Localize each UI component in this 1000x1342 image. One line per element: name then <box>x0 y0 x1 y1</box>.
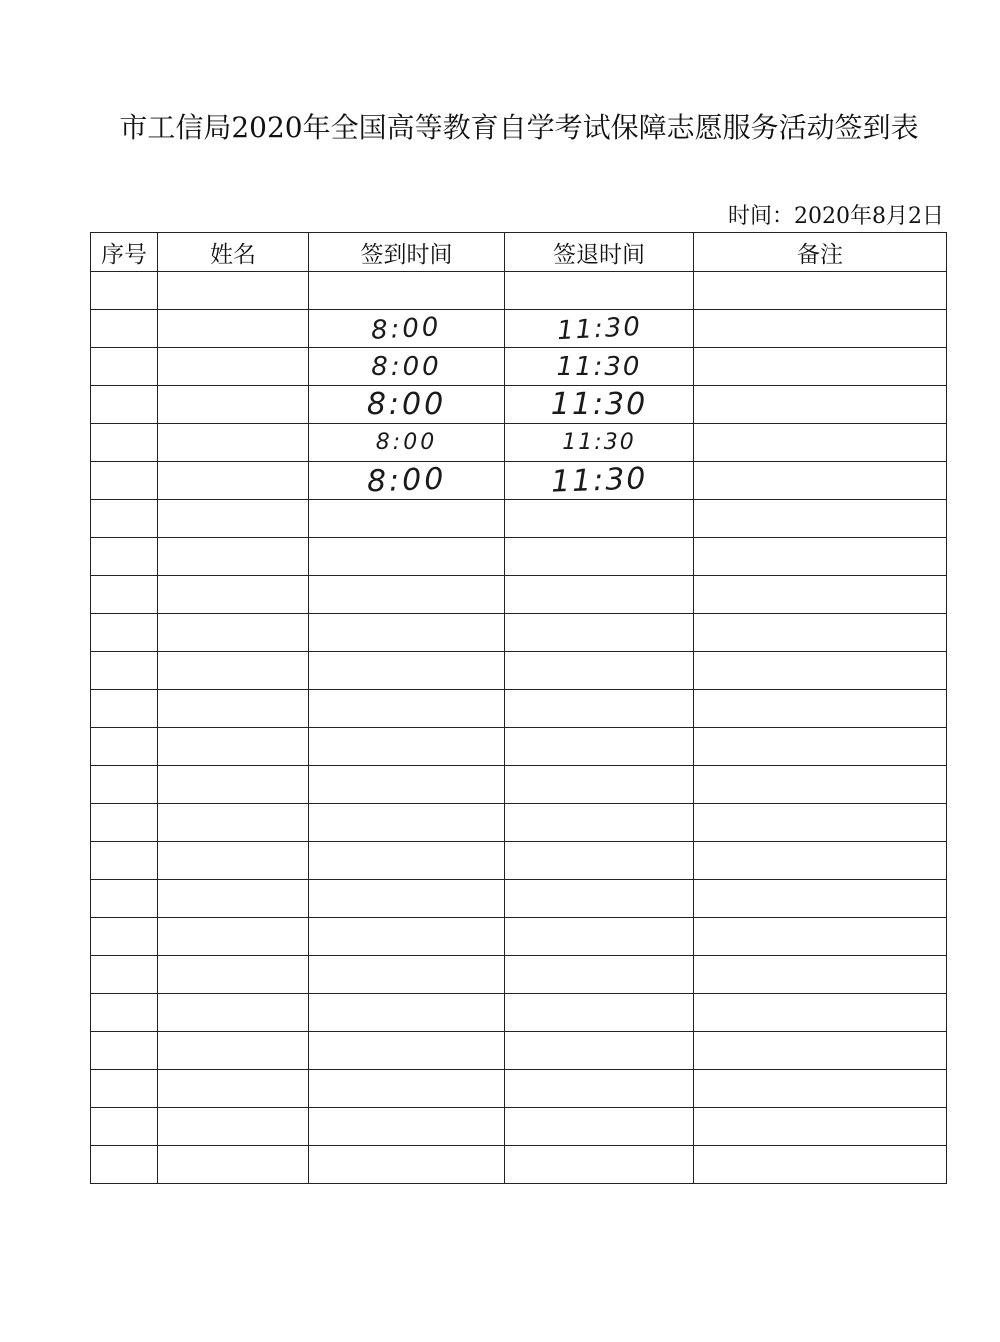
check-out-cell-text: 11:30 <box>555 311 643 346</box>
index-cell <box>91 1032 158 1070</box>
index-cell <box>91 994 158 1032</box>
check-in-cell <box>309 1108 505 1146</box>
table-row <box>91 804 947 842</box>
note-cell <box>694 272 947 310</box>
name-cell <box>158 1108 309 1146</box>
name-cell <box>158 386 309 424</box>
check-out-cell <box>505 880 694 918</box>
index-cell <box>91 842 158 880</box>
check-out-cell <box>505 918 694 956</box>
check-out-cell <box>505 1146 694 1184</box>
index-cell <box>91 614 158 652</box>
name-cell <box>158 728 309 766</box>
check-in-cell <box>309 1032 505 1070</box>
check-out-cell-text: 11:30 <box>550 460 648 500</box>
check-out-cell <box>505 994 694 1032</box>
check-in-cell-text: 8:00 <box>366 386 447 422</box>
name-cell <box>158 310 309 348</box>
check-out-cell <box>505 766 694 804</box>
note-cell <box>694 956 947 994</box>
note-cell <box>694 994 947 1032</box>
note-cell <box>694 690 947 728</box>
check-in-cell <box>309 842 505 880</box>
note-cell <box>694 804 947 842</box>
header-index: 序号 <box>91 233 158 272</box>
check-out-cell <box>505 652 694 690</box>
name-cell <box>158 576 309 614</box>
table-row <box>91 538 947 576</box>
name-cell <box>158 614 309 652</box>
table-row <box>91 880 947 918</box>
check-in-cell <box>309 652 505 690</box>
check-in-cell-text: 8:00 <box>366 461 447 499</box>
index-cell <box>91 918 158 956</box>
table-row <box>91 424 947 462</box>
index-cell <box>91 690 158 728</box>
check-in-cell <box>309 348 505 386</box>
header-check-out: 签退时间 <box>505 233 694 272</box>
check-in-cell <box>309 956 505 994</box>
name-cell <box>158 1070 309 1108</box>
name-cell <box>158 918 309 956</box>
index-cell <box>91 956 158 994</box>
name-cell <box>158 1032 309 1070</box>
table-row <box>91 386 947 424</box>
header-note: 备注 <box>694 233 947 272</box>
check-out-cell <box>505 348 694 386</box>
table-row <box>91 766 947 804</box>
note-cell <box>694 880 947 918</box>
check-in-cell <box>309 1070 505 1108</box>
check-out-cell <box>505 424 694 462</box>
note-cell <box>694 842 947 880</box>
index-cell <box>91 1108 158 1146</box>
index-cell <box>91 804 158 842</box>
sign-in-table <box>90 232 947 1184</box>
check-out-cell-text: 11:30 <box>556 351 642 382</box>
date-label: 时间：2020年8月2日 <box>728 204 944 229</box>
check-in-cell <box>309 728 505 766</box>
name-cell <box>158 348 309 386</box>
table-row <box>91 272 947 310</box>
check-in-cell <box>309 690 505 728</box>
index-cell <box>91 1070 158 1108</box>
table-row <box>91 1070 947 1108</box>
table-row <box>91 614 947 652</box>
note-cell <box>694 462 947 500</box>
check-in-cell <box>309 918 505 956</box>
table-row <box>91 728 947 766</box>
name-cell <box>158 462 309 500</box>
check-out-cell <box>505 272 694 310</box>
table-row <box>91 842 947 880</box>
check-out-cell <box>505 1108 694 1146</box>
name-cell <box>158 804 309 842</box>
check-out-cell <box>505 462 694 500</box>
table-row <box>91 1108 947 1146</box>
table-row <box>91 690 947 728</box>
check-out-cell <box>505 500 694 538</box>
index-cell <box>91 462 158 500</box>
table-row <box>91 994 947 1032</box>
name-cell <box>158 956 309 994</box>
table-row <box>91 918 947 956</box>
note-cell <box>694 728 947 766</box>
header-check-in: 签到时间 <box>309 233 505 272</box>
check-out-cell-text: 11:30 <box>550 386 648 422</box>
note-cell <box>694 310 947 348</box>
check-in-cell-text: 8:00 <box>370 311 443 346</box>
check-in-cell <box>309 538 505 576</box>
note-cell <box>694 1108 947 1146</box>
note-cell <box>694 386 947 424</box>
name-cell <box>158 690 309 728</box>
check-out-cell <box>505 956 694 994</box>
name-cell <box>158 842 309 880</box>
table-row <box>91 310 947 348</box>
check-out-cell-text: 11:30 <box>562 429 636 455</box>
index-cell <box>91 386 158 424</box>
table-row <box>91 500 947 538</box>
note-cell <box>694 1146 947 1184</box>
name-cell <box>158 272 309 310</box>
note-cell <box>694 652 947 690</box>
check-in-cell <box>309 272 505 310</box>
note-cell <box>694 500 947 538</box>
note-cell <box>694 576 947 614</box>
check-out-cell <box>505 614 694 652</box>
table-row <box>91 652 947 690</box>
index-cell <box>91 652 158 690</box>
header-name: 姓名 <box>158 233 309 272</box>
table-row <box>91 1146 947 1184</box>
check-in-cell <box>309 424 505 462</box>
index-cell <box>91 348 158 386</box>
check-out-cell <box>505 538 694 576</box>
table-row <box>91 462 947 500</box>
index-cell <box>91 576 158 614</box>
note-cell <box>694 766 947 804</box>
index-cell <box>91 1146 158 1184</box>
check-out-cell <box>505 310 694 348</box>
table-row <box>91 956 947 994</box>
name-cell <box>158 652 309 690</box>
check-in-cell <box>309 576 505 614</box>
index-cell <box>91 424 158 462</box>
index-cell <box>91 880 158 918</box>
page-title: 市工信局2020年全国高等教育自学考试保障志愿服务活动签到表 <box>119 111 919 144</box>
check-in-cell <box>309 614 505 652</box>
table-row <box>91 1032 947 1070</box>
name-cell <box>158 994 309 1032</box>
table-header-row <box>91 233 947 272</box>
check-in-cell-text: 8:00 <box>371 351 442 382</box>
check-out-cell <box>505 1070 694 1108</box>
check-in-cell <box>309 462 505 500</box>
check-in-cell <box>309 880 505 918</box>
check-in-cell <box>309 500 505 538</box>
index-cell <box>91 766 158 804</box>
check-out-cell <box>505 804 694 842</box>
check-in-cell <box>309 766 505 804</box>
note-cell <box>694 1070 947 1108</box>
name-cell <box>158 500 309 538</box>
note-cell <box>694 424 947 462</box>
name-cell <box>158 1146 309 1184</box>
check-in-cell <box>309 994 505 1032</box>
check-out-cell <box>505 728 694 766</box>
name-cell <box>158 766 309 804</box>
name-cell <box>158 424 309 462</box>
note-cell <box>694 1032 947 1070</box>
index-cell <box>91 272 158 310</box>
index-cell <box>91 728 158 766</box>
note-cell <box>694 614 947 652</box>
name-cell <box>158 880 309 918</box>
name-cell <box>158 538 309 576</box>
index-cell <box>91 538 158 576</box>
table-row <box>91 576 947 614</box>
check-out-cell <box>505 576 694 614</box>
check-out-cell <box>505 690 694 728</box>
check-in-cell <box>309 804 505 842</box>
check-in-cell <box>309 386 505 424</box>
check-in-cell <box>309 310 505 348</box>
check-in-cell-text: 8:00 <box>375 429 438 455</box>
index-cell <box>91 500 158 538</box>
check-out-cell <box>505 1032 694 1070</box>
check-out-cell <box>505 386 694 424</box>
check-in-cell <box>309 1146 505 1184</box>
note-cell <box>694 918 947 956</box>
table-row <box>91 348 947 386</box>
check-out-cell <box>505 842 694 880</box>
index-cell <box>91 310 158 348</box>
note-cell <box>694 538 947 576</box>
note-cell <box>694 348 947 386</box>
